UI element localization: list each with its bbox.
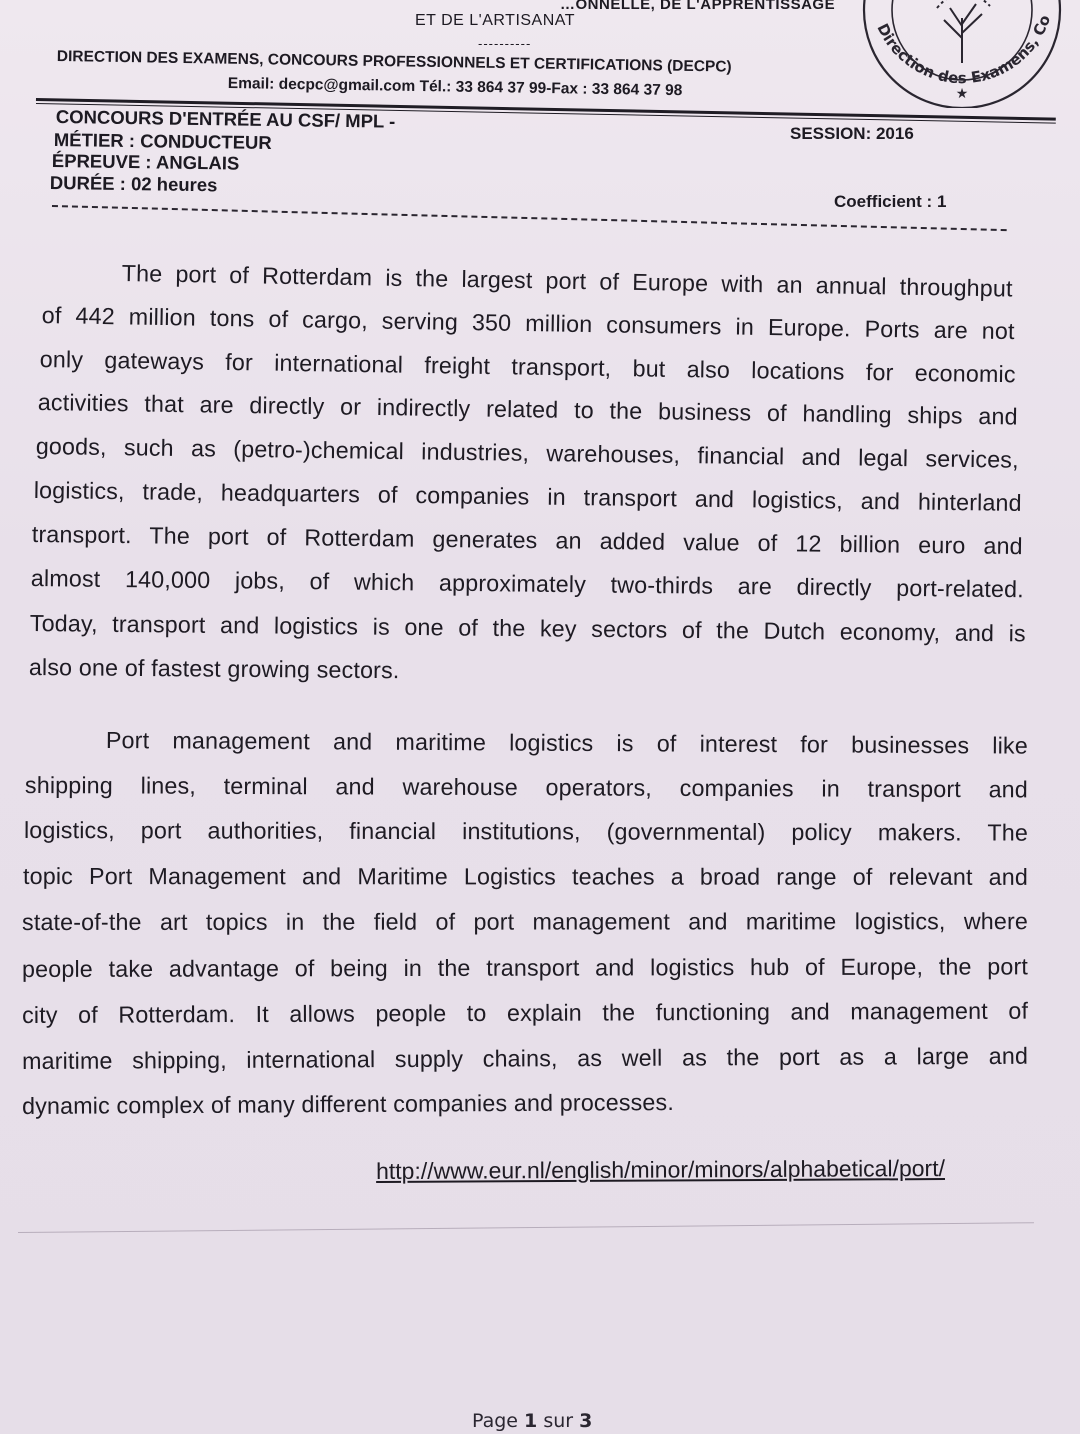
page-sep: sur [543,1410,574,1432]
paragraph-line: only gateways for international freight transport, but also locations for economic [39,346,1016,388]
paragraph-line: of 442 million tons of cargo, serving 350 million consumers in Europe. Ports are not [41,302,1015,345]
paragraph-line: activities that are directly or indirectly related to the business of handling ships and [37,389,1018,430]
exam-epreuve: ÉPREUVE : ANGLAIS [51,150,240,174]
official-stamp [852,0,1062,108]
paragraph-line: city of Rotterdam. It allows people to explain the functioning and management of [22,997,1029,1028]
header-separator: ---------- [478,36,532,51]
bottom-rule [18,1222,1034,1233]
page-total: 3 [579,1410,593,1432]
stamp-star: ★ [955,85,969,101]
paragraph-line: state-of-the art topics in the field of port management and maritime logistics, where [22,908,1029,935]
exam-duree: DURÉE : 02 heures [49,172,218,196]
paragraph-line: dynamic complex of many different companies and processes. [22,1089,675,1119]
paragraph-line: logistics, trade, headquarters of companies in transport and logistics, and hinterland [33,477,1022,516]
paragraph-line: goods, such as (petro-)chemical industries, warehouses, financial and legal services, [35,433,1019,473]
paragraph-line: logistics, port authorities, financial institutions, (governmental) policy makers. The [23,817,1028,846]
paragraph-line: also one of fastest growing sectors. [28,654,400,684]
page-word: Page [472,1410,518,1432]
exam-metier: MÉTIER : CONDUCTEUR [53,129,272,154]
stamp-tree-icon [937,0,990,63]
paragraph-line: topic Port Management and Maritime Logistics teaches a broad range of relevant and [22,863,1028,890]
ministry-name-line2: ET DE L'ARTISANAT [415,12,576,29]
exam-session: SESSION: 2016 [790,124,914,143]
paragraph-line: maritime shipping, international supply chains, as well as the port as a large and [22,1042,1029,1074]
source-link[interactable]: http://www.eur.nl/english/minor/minors/alphabetical/port/ [376,1155,946,1184]
paragraph-line: Today, transport and logistics is one of the key sectors of the Dutch economy, and is [29,610,1026,647]
paragraph-line: shipping lines, terminal and warehouse operators, companies in transport and [24,772,1028,803]
page-current: 1 [524,1410,538,1432]
paragraph-line: Port management and maritime logistics is of interest for businesses like [105,727,1028,759]
paragraph-line: almost 140,000 jobs, of which approximately two-thirds are directly port-related. [30,565,1024,603]
stamp-text: Direction des Examens, Co [873,12,1055,88]
paragraph-line: people take advantage of being in the transport and logistics hub of Europe, the port [22,953,1029,982]
exam-coefficient: Coefficient : 1 [834,192,947,211]
direction-title: DIRECTION DES EXAMENS, CONCOURS PROFESSIONNELS ET CERTIFICATIONS (DECPC) [56,48,732,76]
contact-info: Email: decpc@gmail.com Tél.: 33 864 37 99-Fax : 33 864 37 98 [227,75,683,100]
page-number [472,1410,592,1432]
paragraph-line: transport. The port of Rotterdam generates an added value of 12 billion euro and [31,521,1023,560]
ministry-name-line1: …ONNELLE, DE L'APPRENTISSAGE [560,0,836,13]
exam-concours: CONCOURS D'ENTRÉE AU CSF/ MPL - [55,106,396,132]
paragraph-line: The port of Rotterdam is the largest port of Europe with an annual throughput [121,260,1013,302]
